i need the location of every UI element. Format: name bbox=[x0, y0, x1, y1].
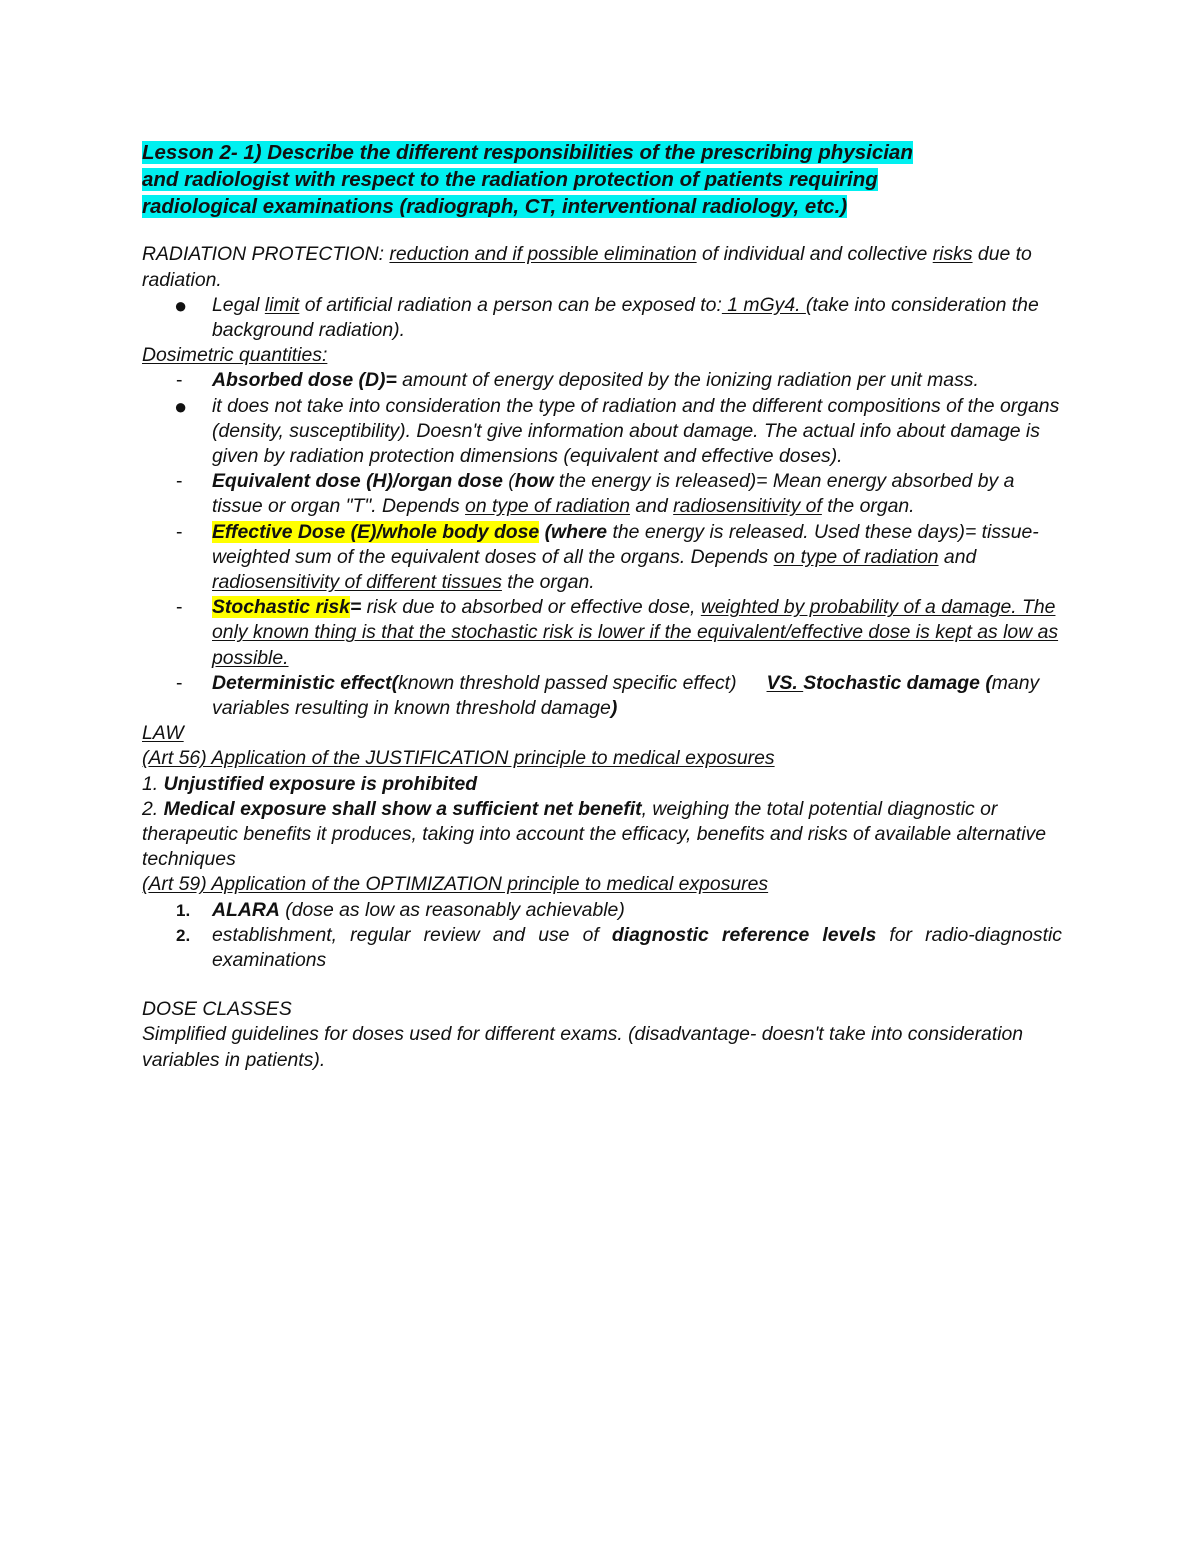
legal-limit-item: ● Legal limit of artificial radiation a person can be exposed to: 1 mGy4. (take into consideration the background radiation). bbox=[142, 293, 1062, 343]
bullet-icon: ● bbox=[174, 292, 188, 318]
highlighted-term: Effective Dose (E)/whole body dose bbox=[212, 520, 540, 543]
dose-classes-text: Simplified guidelines for doses used for different exams. (disadvantage- doesn't take into consideration variables in patients). bbox=[142, 1023, 1024, 1071]
bullet-icon: ● bbox=[174, 393, 188, 419]
highlighted-term: Stochastic risk bbox=[212, 596, 350, 619]
stochastic-risk-item: - Stochastic risk= risk due to absorbed or effective dose, weighted by probability of a damage. The only known thing is that the stochastic risk is lower if the equivalent/effective dose is kept as low as possible. bbox=[142, 595, 1062, 671]
title-line-1: Lesson 2- 1) Describe the different responsibilities of the prescribing physician bbox=[142, 141, 913, 164]
deterministic-effect-item: - Deterministic effect(known threshold passed specific effect) VS. Stochastic damage (many variables resulting in known threshold damage) bbox=[142, 671, 1062, 721]
dash-marker: - bbox=[176, 470, 183, 493]
absorbed-dose-item: - Absorbed dose (D)= amount of energy deposited by the ionizing radiation per unit mass. bbox=[142, 368, 1062, 393]
effective-dose-item: - Effective Dose (E)/whole body dose (where the energy is released. Used these days)= tissue-weighted sum of the equivalent doses of all the organs. Depends on type of radiation and radiosensitivity of different tissues the organ. bbox=[142, 520, 1062, 596]
dash-marker: - bbox=[176, 520, 183, 543]
article-59: (Art 59) Application of the OPTIMIZATION principle to medical exposures bbox=[142, 873, 769, 896]
optimization-item-2: 2. establishment, regular review and use of diagnostic reference levels for radio-diagnostic examinations bbox=[176, 923, 1062, 972]
title-line-2: and radiologist with respect to the radiation protection of patients requiring bbox=[142, 167, 878, 191]
title-line-3: radiological examinations (radiograph, CT, interventional radiology, etc.) bbox=[142, 194, 848, 218]
document-page bbox=[142, 140, 1062, 1073]
optimization-item-1: 1. ALARA (dose as low as reasonably achievable) bbox=[176, 898, 625, 921]
law-item-2: 2. Medical exposure shall show a sufficient net benefit, weighing the total potential diagnostic or therapeutic benefits it produces, taking into account the efficacy, benefits and risks of available alternative techniques bbox=[142, 797, 1046, 871]
dash-marker: - bbox=[176, 369, 183, 392]
radiation-protection-definition: RADIATION PROTECTION: reduction and if possible elimination of individual and collective risks due to radiation. bbox=[142, 243, 1032, 291]
law-heading: LAW bbox=[142, 722, 184, 745]
lesson-title bbox=[142, 140, 1062, 220]
absorbed-note-item: ● it does not take into consideration the type of radiation and the different compositions of the organs (density, susceptibility). Doesn't give information about damage. The actual info about damage is given by radiation protection dimensions (equivalent and effective doses). bbox=[142, 394, 1062, 470]
article-56: (Art 56) Application of the JUSTIFICATION principle to medical exposures bbox=[142, 747, 775, 770]
law-item-1: 1. Unjustified exposure is prohibited bbox=[142, 772, 478, 795]
dose-classes-heading: DOSE CLASSES bbox=[142, 998, 292, 1021]
equivalent-dose-item: - Equivalent dose (H)/organ dose (how the energy is released)= Mean energy absorbed by a tissue or organ "T". Depends on type of radiation and radiosensitivity of the organ. bbox=[142, 469, 1062, 519]
dash-marker: - bbox=[176, 671, 183, 694]
dash-marker: - bbox=[176, 596, 183, 619]
dosimetric-heading: Dosimetric quantities: bbox=[142, 344, 328, 367]
